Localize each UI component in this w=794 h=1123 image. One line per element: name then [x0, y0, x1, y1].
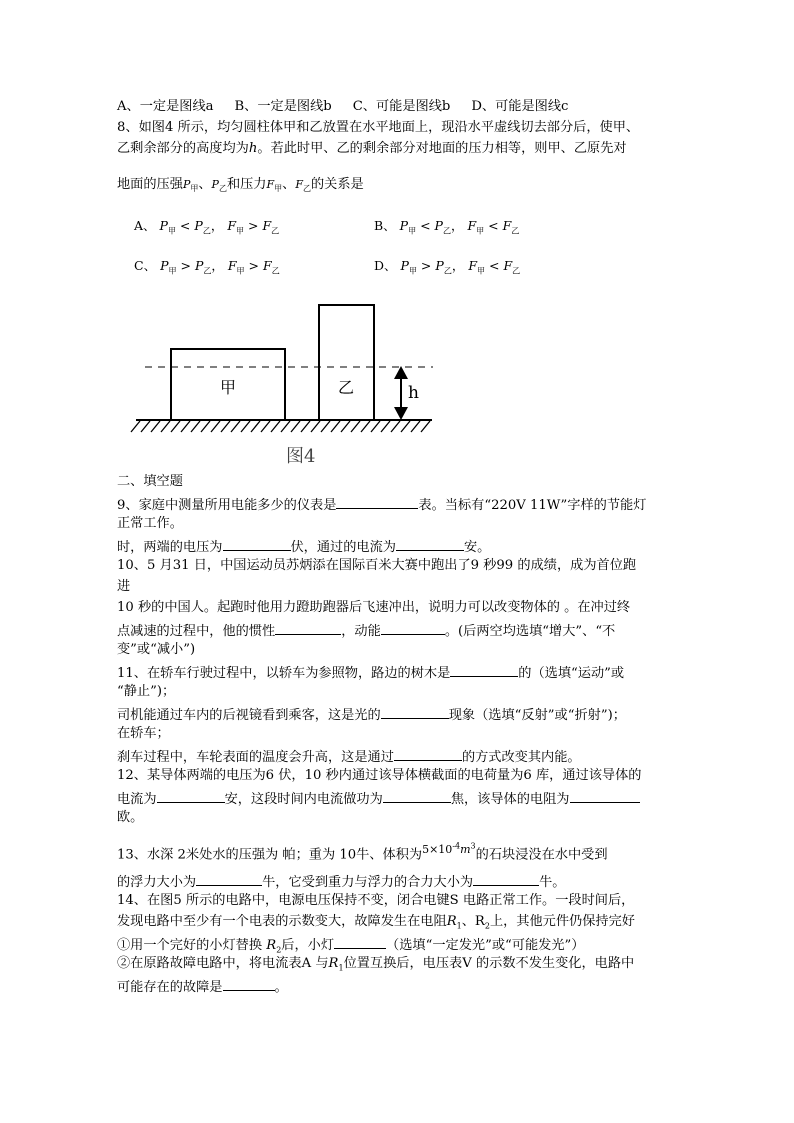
volume-expression: 5×10-4m3 [422, 841, 476, 856]
q14-blank-2[interactable] [223, 976, 275, 991]
q11-line2: “静止”)； [117, 684, 176, 699]
ground-hatching [131, 421, 430, 432]
h-variable: h [248, 141, 258, 156]
q8-line3: 地面的压强$P_甲$、$P_乙$和压力$F_甲$、$F_乙$的关系是 [117, 177, 364, 194]
label-h: h [408, 383, 419, 403]
q11-line5: 刹车过程中，车轮表面的温度会升高，这是通过 的方式改变其内能。 [117, 746, 581, 767]
q8-option-d: D、 $P_甲 > P_乙$， $F_甲 < F_乙$ [374, 258, 521, 276]
q11-line4: 在轿车； [117, 726, 170, 741]
q14-line3: ①用一个完好的小灯替换 $R_2$后，小灯 （选填“一定发光”或“可能发光”） [117, 934, 584, 960]
q13-line2: 的浮力大小为 牛，它受到重力与浮力的合力大小为 牛。 [117, 871, 566, 892]
q14-blank-1[interactable] [334, 934, 386, 949]
q12-blank-2[interactable] [383, 788, 451, 803]
q11-blank-1[interactable] [450, 662, 518, 677]
q9-line1: 9、家庭中测量所用电能多少的仪表是 表。当标有“220V 11W”字样的节能灯 [117, 494, 646, 515]
q7-option-a: A、一定是图线a [117, 99, 214, 114]
arrow-up-icon [394, 366, 408, 379]
q8-line2: 乙剩余部分的高度均为h。若此时甲、乙的剩余部分对地面的压力相等，则甲、乙原先对 [117, 141, 627, 156]
q9-blank-1[interactable] [336, 494, 418, 509]
q10-blank-1[interactable] [275, 620, 341, 635]
q11-line3: 司机能通过车内的后视镜看到乘客，这是光的 现象（选填“反射”或“折射”)； [117, 704, 626, 725]
q11-blank-3[interactable] [394, 746, 462, 761]
q13-line1: 13、水深 2米处水的压强为 帕；重为 10牛、体积为$^{5\times 10^{-4}m^3}$的石块浸没在水中受到 [117, 841, 608, 863]
q14-line4: ②在原路故障电路中，将电流表A 与$R_1$位置互换后，电压表V 的示数不发生变化，电路中 [117, 956, 635, 973]
q12-line3: 欧。 [117, 810, 144, 825]
q10-line1: 10、5 月31 日，中国运动员苏炳添在国际百米大赛中跑出了9 秒99 的成绩，成为首位跑 [117, 558, 637, 573]
q8-option-a: A、 $P_甲 < P_乙$， $F_甲 > F_乙$ [134, 218, 280, 236]
q7-option-b: B、一定是图线b [234, 99, 332, 114]
q10-line2: 进 [117, 579, 131, 594]
q10-line4: 点减速的过程中，他的惯性 ，动能 。(后两空均选填“增大”、“不 [117, 620, 615, 641]
figure-4 [0, 0, 794, 480]
cylinder-yi [319, 305, 374, 420]
q9-blank-2[interactable] [223, 536, 291, 551]
q10-blank-2[interactable] [381, 620, 445, 635]
q13-blank-2[interactable] [473, 871, 539, 886]
q14-line2: 发现电路中至少有一个电表的示数变大，故障发生在电阻$R_1$、$R_2$上，其他元件仍保持完好 [117, 914, 635, 931]
q14-line5: 可能存在的故障是 。 [117, 976, 288, 997]
q8-option-c: C、 $P_甲 > P_乙$， $F_甲 > F_乙$ [134, 258, 280, 276]
q11-blank-2[interactable] [381, 704, 449, 719]
q8-line1: 8、如图4 所示，均匀圆柱体甲和乙放置在水平地面上，现沿水平虚线切去部分后，使甲、 [117, 120, 640, 135]
q10-line5: 变”或“减小”) [117, 642, 196, 657]
q8-option-b: B、 $P_甲 < P_乙$， $F_甲 < F_乙$ [374, 218, 520, 236]
q9-line3: 时，两端的电压为 伏，通过的电流为 安。 [117, 536, 490, 557]
q14-line1: 14、在图5 所示的电路中，电源电压保持不变，闭合电键S 电路正常工作。一段时间后， [117, 893, 635, 908]
q7-option-c: C、可能是图线b [352, 99, 451, 114]
q9-line2: 正常工作。 [117, 516, 183, 531]
q12-line2: 电流为 安，这段时间内电流做功为 焦，该导体的电阻为 [117, 788, 640, 809]
q13-blank-1[interactable] [196, 871, 262, 886]
section-title: 二、填空题 [117, 474, 183, 489]
q12-line1: 12、某导体两端的电压为6 伏，10 秒内通过该导体横截面的电荷量为6 库，通过该导体的 [117, 768, 642, 783]
q12-blank-3[interactable] [570, 788, 640, 803]
q9-blank-3[interactable] [396, 536, 464, 551]
arrow-down-icon [394, 407, 408, 420]
q7-option-d: D、可能是图线c [471, 99, 569, 114]
figure-caption: 图4 [286, 446, 316, 467]
label-yi: 乙 [338, 378, 355, 397]
q12-blank-1[interactable] [157, 788, 225, 803]
q10-line3: 10 秒的中国人。起跑时他用力蹬助跑器后飞速冲出，说明力可以改变物体的 。在冲过终 [117, 600, 631, 615]
q11-line1: 11、在轿车行驶过程中，以轿车为参照物，路边的树木是 的（选填“运动”或 [117, 662, 624, 683]
label-jia: 甲 [220, 378, 237, 397]
